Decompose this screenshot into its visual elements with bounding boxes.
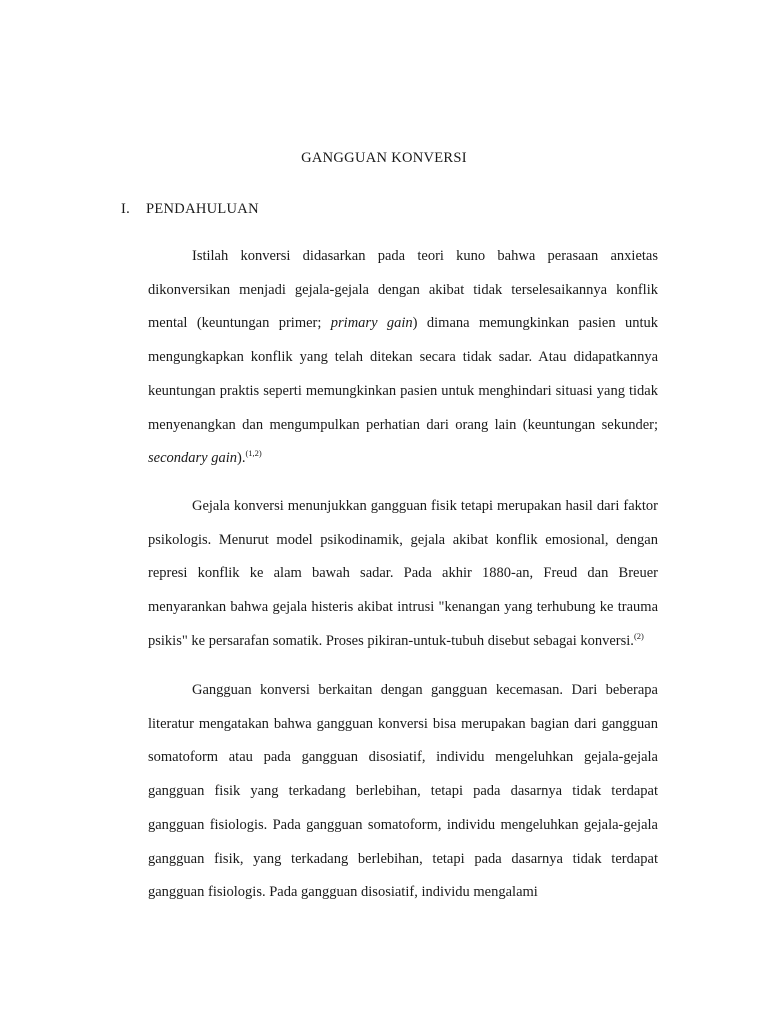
- paragraph-3: [148, 674, 658, 910]
- paragraph-1: [148, 240, 658, 476]
- document-title: GANGGUAN KONVERSI: [301, 150, 467, 166]
- paragraph-2-citation: (2): [633, 630, 644, 641]
- section-number: I.: [121, 201, 131, 217]
- section-heading: [121, 201, 259, 218]
- paragraph-1-italic-secondary-gain: secondary gain: [148, 450, 237, 467]
- section-title: PENDAHULUAN: [146, 201, 259, 217]
- paragraph-1-text-c: ).: [237, 450, 246, 467]
- paragraph-1-text-a: Istilah konversi didasarkan pada teori kuno bahwa perasaan anxietas dikonversikan menjadi gejala-gejala dengan akibat tidak terselesaikannya konflik mental (keuntungan primer;: [148, 248, 658, 332]
- paragraph-1-italic-primary-gain: primary gain: [330, 315, 413, 332]
- paragraph-2: [148, 490, 658, 659]
- paragraph-3-text: Gangguan konversi berkaitan dengan gangguan kecemasan. Dari beberapa literatur mengatakan bahwa gangguan konversi bisa merupakan bagian dari gangguan somatoform atau pada gangguan disosiatif, individu mengeluhkan gejala-gejala gangguan fisik yang terkadang berlebihan, tetapi pada dasarnya tidak terdapat gangguan fisiologis. Pada gangguan somatoform, individu mengeluhkan gejala-gejala gangguan fisik, yang terkadang berlebihan, tetapi pada dasarnya tidak terdapat gangguan fisiologis. Pada gangguan disosiatif, individu mengalami: [148, 682, 658, 901]
- paragraph-1-text-b: ) dimana memungkinkan pasien untuk mengungkapkan konflik yang telah ditekan secara tidak sadar. Atau didapatkannya keuntungan praktis seperti memungkinkan pasien untuk menghindari situasi yang tidak menyenangkan dan mengumpulkan perhatian dari orang lain (keuntungan sekunder;: [148, 315, 658, 433]
- paragraph-2-text: Gejala konversi menunjukkan gangguan fisik tetapi merupakan hasil dari faktor psikologis. Menurut model psikodinamik, gejala akibat konflik emosional, dengan represi konflik ke alam bawah sadar. Pada akhir 1880-an, Freud dan Breuer menyarankan bahwa gejala histeris akibat intrusi "kenangan yang terhubung ke trauma psikis" ke persarafan somatik. Proses pikiran-untuk-tubuh disebut sebagai konversi.: [148, 498, 658, 649]
- paragraph-1-citation: (1,2): [245, 448, 262, 459]
